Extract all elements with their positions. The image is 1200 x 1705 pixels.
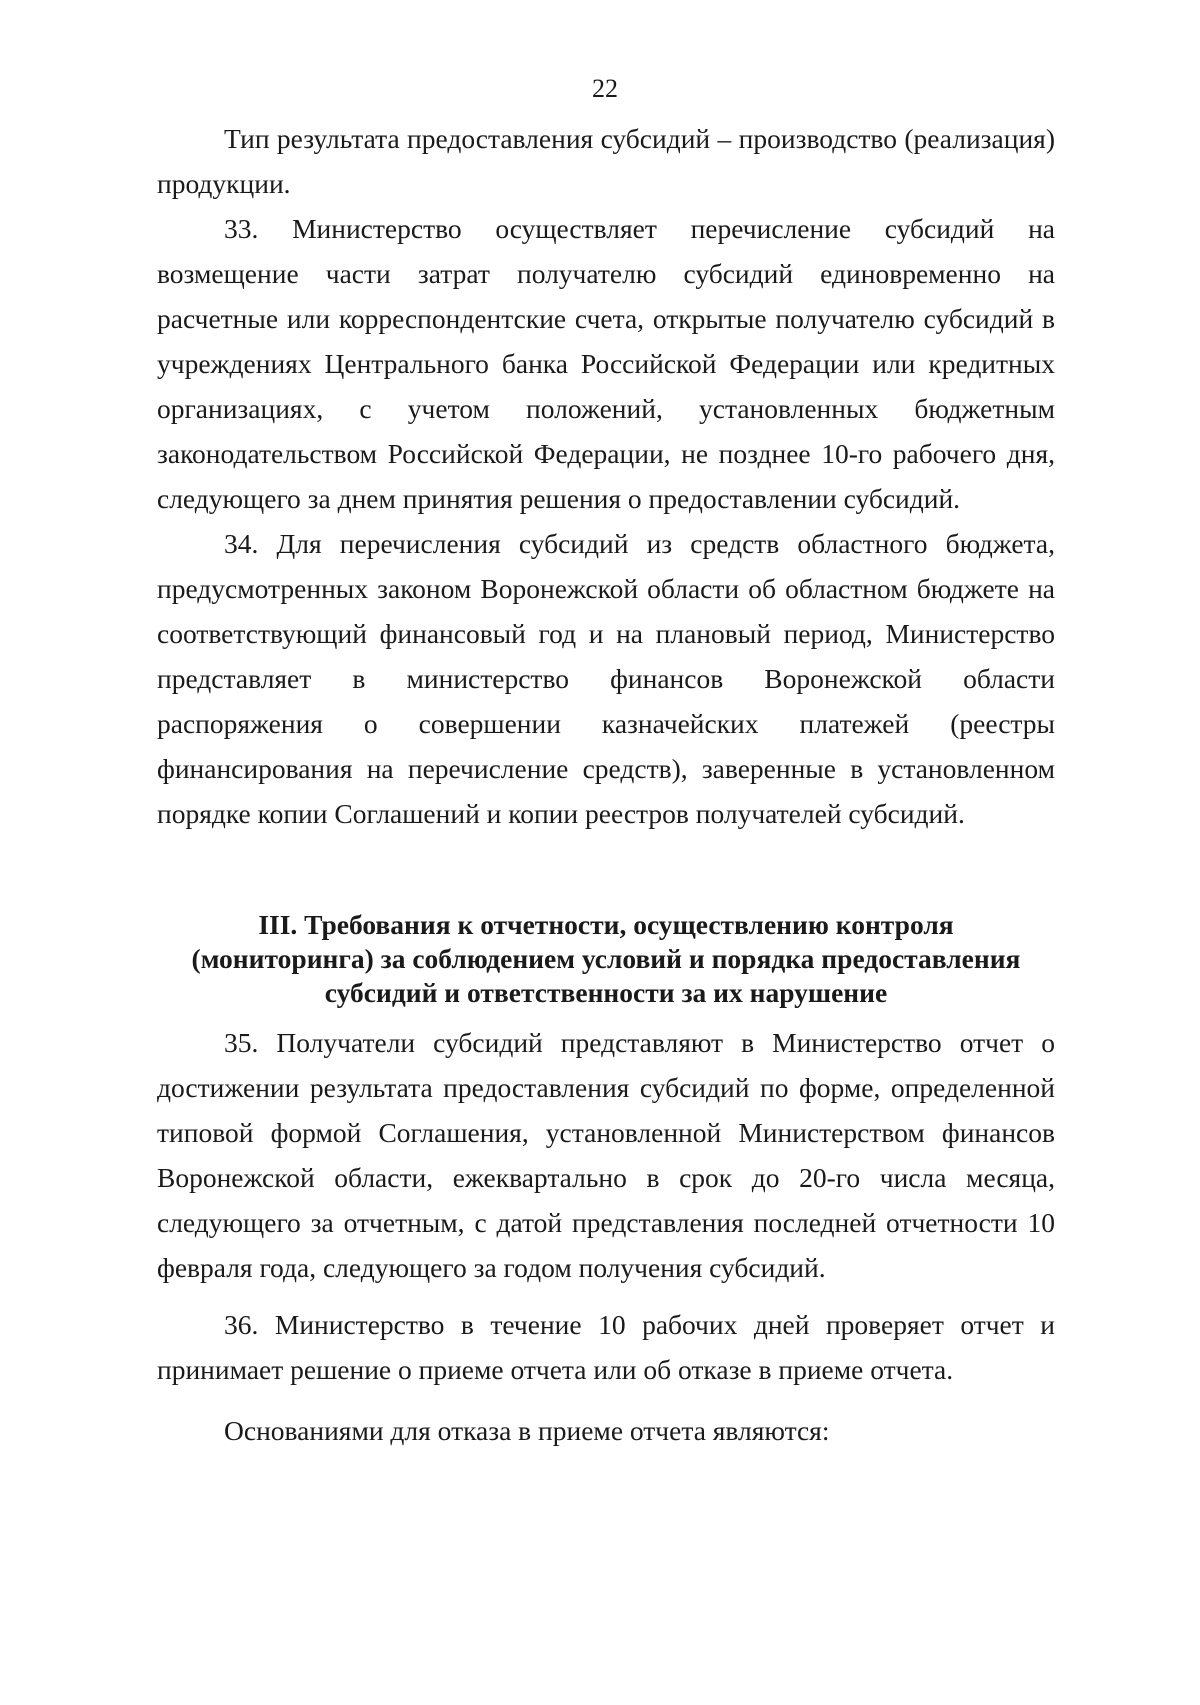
paragraph-result-type: Тип результата предоставления субсидий – производство (реализация) продукции. <box>157 123 1055 199</box>
paragraph-35: 35. Получатели субсидий представляют в Министерство отчет о достижении результата предоставления субсидий по форме, определенной типовой формой Соглашения, установленной Министерством финансов Воронежской области, ежеквартально в срок до 20-го числа месяца, следующего за отчетным, с датой представления последней отчетности 10 февраля года, следующего за годом получения субсидий. <box>157 1027 1055 1283</box>
section-heading-line-1: III. Требования к отчетности, осуществлению контроля <box>258 909 954 940</box>
paragraph-36: 36. Министерство в течение 10 рабочих дней проверяет отчет и принимает решение о приеме отчета или об отказе в приеме отчета. <box>157 1309 1055 1385</box>
section-heading <box>157 908 1055 1010</box>
section-heading-line-3: субсидий и ответственности за их нарушение <box>324 977 888 1008</box>
paragraph-refusal-grounds: Основаниями для отказа в приеме отчета являются: <box>224 1415 830 1446</box>
paragraph-34: 34. Для перечисления субсидий из средств областного бюджета, предусмотренных законом Воронежской области об областном бюджете на соответствующий финансовый год и на плановый период, Министерство представляет в министерство финансов Воронежской области распоряжения о совершении казначейских платежей (реестры финансирования на перечисление средств), заверенные в установленном порядке копии Соглашений и копии реестров получателей субсидий. <box>157 528 1055 829</box>
document-body <box>157 116 1055 1453</box>
section-heading-line-2: (мониторинга) за соблюдением условий и порядка предоставления <box>191 943 1021 974</box>
page-number: 22 <box>592 74 618 103</box>
paragraph-33: 33. Министерство осуществляет перечисление субсидий на возмещение части затрат получателю субсидий единовременно на расчетные или корреспондентские счета, открытые получателю субсидий в учреждениях Центрального банка Российской Федерации или кредитных организациях, с учетом положений, установленных бюджетным законодательством Российской Федерации, не позднее 10-го рабочего дня, следующего за днем принятия решения о предоставлении субсидий. <box>157 213 1055 514</box>
